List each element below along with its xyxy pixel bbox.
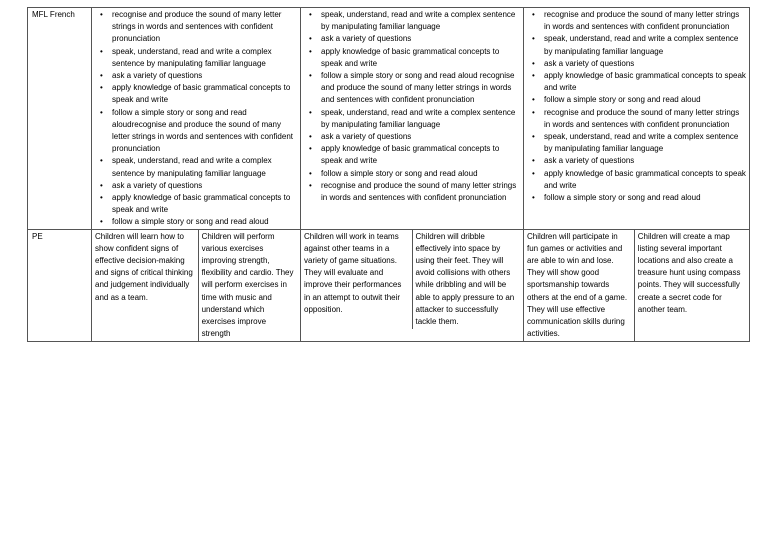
pe-column-1: [92, 229, 301, 342]
list-item: • recognise and produce the sound of many letter strings in words and sentences with confident pronunciation: [544, 107, 747, 131]
list-item: • ask a variety of questions: [112, 70, 298, 82]
pe-split-1: [92, 230, 300, 342]
list-item: • speak, understand, read and write a complex sentence by manipulating familiar language: [544, 33, 747, 57]
pe-cell: Children will learn how to show confident signs of effective decision-making and signs of critical thinking and judgement individually and as a team.: [95, 231, 193, 302]
subject-mfl-french: MFL French: [28, 8, 92, 230]
list-item: • recognise and produce the sound of many letter strings in words and sentences with confident pronunciation: [112, 9, 298, 46]
list-item: • apply knowledge of basic grammatical concepts to speak and write: [321, 143, 521, 167]
mfl-list-2: [303, 9, 521, 204]
list-item: • speak, understand, read and write a complex sentence by manipulating familiar language: [112, 155, 298, 179]
list-item: • follow a simple story or song and read aloud: [544, 94, 747, 106]
list-item: • apply knowledge of basic grammatical concepts to speak and write: [544, 168, 747, 192]
pe-split-2: [301, 230, 523, 330]
pe-cell: Children will dribble effectively into space by using their feet. They will avoid collisions with others while dribbling and will be able to apply pressure to an attacker to successfully tackle them.: [412, 230, 523, 330]
mfl-column-1: [92, 8, 301, 230]
list-item: • follow a simple story or song and read aloud recognise and produce the sound of many letter strings in words and sentences with confident pronunciation: [321, 70, 521, 107]
mfl-column-3: [524, 8, 750, 230]
list-item: • recognise and produce the sound of many letter strings in words and sentences with confident pronunciation: [544, 9, 747, 33]
list-item: • speak, understand, read and write a complex sentence by manipulating familiar language: [321, 107, 521, 131]
list-item: • speak, understand, read and write a complex sentence by manipulating familiar language: [112, 46, 298, 70]
pe-cell: Children will create a map listing several important locations and also create a treasure hunt using compass points. They will successfully create a secret code for another team.: [634, 230, 749, 342]
list-item: • ask a variety of questions: [544, 58, 747, 70]
list-item: • follow a simple story or song and read aloudrecognise and produce the sound of many letter strings in words and sentences with confident pronunciation: [112, 107, 298, 156]
mfl-row: [28, 8, 750, 230]
list-item: • ask a variety of questions: [321, 131, 521, 143]
list-item: • speak, understand, read and write a complex sentence by manipulating familiar language: [544, 131, 747, 155]
list-item: • apply knowledge of basic grammatical concepts to speak and write: [321, 46, 521, 70]
list-item: • apply knowledge of basic grammatical concepts to speak and write: [112, 192, 298, 216]
list-item: • follow a simple story or song and read aloud: [112, 216, 298, 228]
pe-column-3: [524, 229, 750, 342]
pe-cell: Children will work in teams against other teams in a variety of game situations. They will evaluate and improve their performances in an attempt to outwit their opposition.: [304, 231, 402, 314]
pe-cell: Children will participate in fun games or activities and are able to win and lose. They will show good sportsmanship towards others at the end of a game. They will use effective communication skills during activities.: [527, 231, 628, 339]
pe-column-2: [301, 229, 524, 342]
list-item: • follow a simple story or song and read aloud: [321, 168, 521, 180]
pe-split-3: [524, 230, 749, 342]
pe-row: [28, 229, 750, 342]
list-item: • apply knowledge of basic grammatical concepts to speak and write: [544, 70, 747, 94]
list-item: • ask a variety of questions: [321, 33, 521, 45]
mfl-list-3: [526, 9, 747, 204]
list-item: • follow a simple story or song and read aloud: [544, 192, 747, 204]
list-item: • apply knowledge of basic grammatical concepts to speak and write: [112, 82, 298, 106]
list-item: • ask a variety of questions: [544, 155, 747, 167]
pe-cell: Children will perform various exercises improving strength, flexibility and cardio. They will perform exercises in time with music and understand which exercises improve strength: [198, 230, 300, 342]
list-item: • speak, understand, read and write a complex sentence by manipulating familiar language: [321, 9, 521, 33]
mfl-list-1: [94, 9, 298, 229]
list-item: • ask a variety of questions: [112, 180, 298, 192]
list-item: • recognise and produce the sound of many letter strings in words and sentences with confident pronunciation: [321, 180, 521, 204]
subject-pe: PE: [28, 229, 92, 342]
mfl-column-2: [301, 8, 524, 230]
curriculum-table: [27, 7, 750, 342]
